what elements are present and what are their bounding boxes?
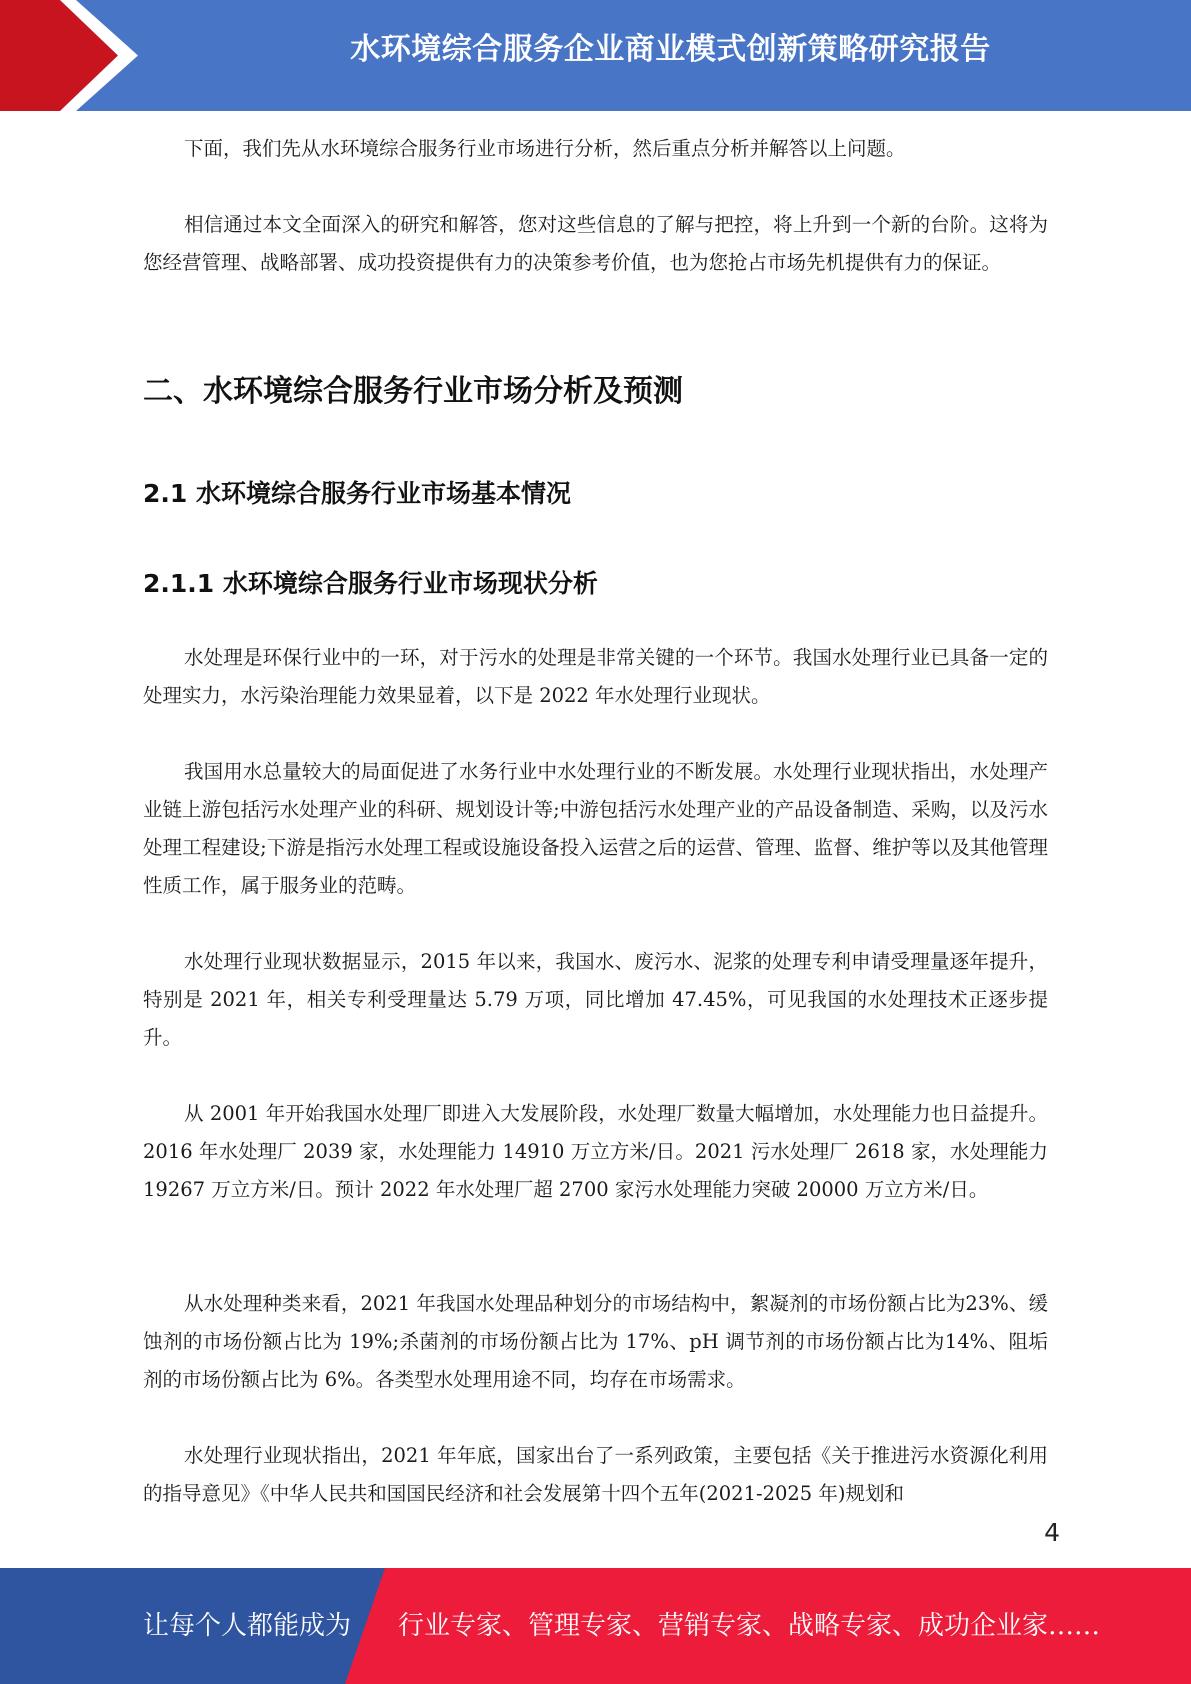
page-footer: [0, 1568, 1191, 1684]
report-title: 水环境综合服务企业商业模式创新策略研究报告: [350, 32, 991, 67]
paragraph-water-treatment-overview: 水处理是环保行业中的一环，对于污水的处理是非常关键的一个环节。我国水处理行业已具备一定的处理实力，水污染治理能力效果显着，以下是 2022 年水处理行业现状。: [143, 646, 1048, 707]
paragraph-value: 相信通过本文全面深入的研究和解答，您对这些信息的了解与把控，将上升到一个新的台阶。这将为您经营管理、战略部署、成功投资提供有力的决策参考价值，也为您抢占市场先机提供有力的保证。: [143, 213, 1048, 274]
section-heading-2-1: 2.1 水环境综合服务行业市场基本情况: [143, 479, 571, 508]
footer-slogan-left: 让每个人都能成为: [143, 1611, 352, 1641]
page-header: [0, 0, 1191, 111]
paragraph-patent-data: 水处理行业现状数据显示，2015 年以来，我国水、废污水、泥浆的处理专利申请受理量逐年提升，特别是 2021 年，相关专利受理量达 5.79 万项，同比增加 47.45%，可见我国的水处理技术正逐步提升。: [143, 950, 1048, 1049]
section-heading-2: 二、水环境综合服务行业市场分析及预测: [143, 374, 683, 409]
paragraph-intro: 下面，我们先从水环境综合服务行业市场进行分析，然后重点分析并解答以上问题。: [184, 137, 906, 160]
paragraph-market-structure: 从水处理种类来看，2021 年我国水处理品种划分的市场结构中，絮凝剂的市场份额占比为23%、缓蚀剂的市场份额占比为 19%;杀菌剂的市场份额占比为 17%、pH 调节剂的市场份额占比为14%、阻垢剂的市场份额占比为 6%。各类型水处理用途不同，均存在市场需求。: [143, 1292, 1048, 1391]
footer-slogan-right: 行业专家、管理专家、营销专家、战略专家、成功企业家……: [398, 1611, 1101, 1641]
paragraph-plant-capacity: 从 2001 年开始我国水处理厂即进入大发展阶段，水处理厂数量大幅增加，水处理能力也日益提升。2016 年水处理厂 2039 家，水处理能力 14910 万立方米/日。2021 污水处理厂 2618 家，水处理能力 19267 万立方米/日。预计 2022 年水处理厂超 2700 家污水处理能力突破 20000 万立方米/日。: [143, 1102, 1048, 1201]
paragraph-industry-chain: 我国用水总量较大的局面促进了水务行业中水处理行业的不断发展。水处理行业现状指出，水处理产业链上游包括污水处理产业的科研、规划设计等;中游包括污水处理产业的产品设备制造、采购，以及污水处理工程建设;下游是指污水处理工程或设施设备投入运营之后的运营、管理、监督、维护等以及其他管理性质工作，属于服务业的范畴。: [143, 760, 1048, 897]
paragraph-policy: 水处理行业现状指出，2021 年年底，国家出台了一系列政策，主要包括《关于推进污水资源化利用的指导意见》《中华人民共和国国民经济和社会发展第十四个五年(2021-2025 年)规划和: [143, 1444, 1048, 1505]
page-number: 4: [1044, 1518, 1060, 1547]
section-heading-2-1-1: 2.1.1 水环境综合服务行业市场现状分析: [143, 569, 598, 598]
